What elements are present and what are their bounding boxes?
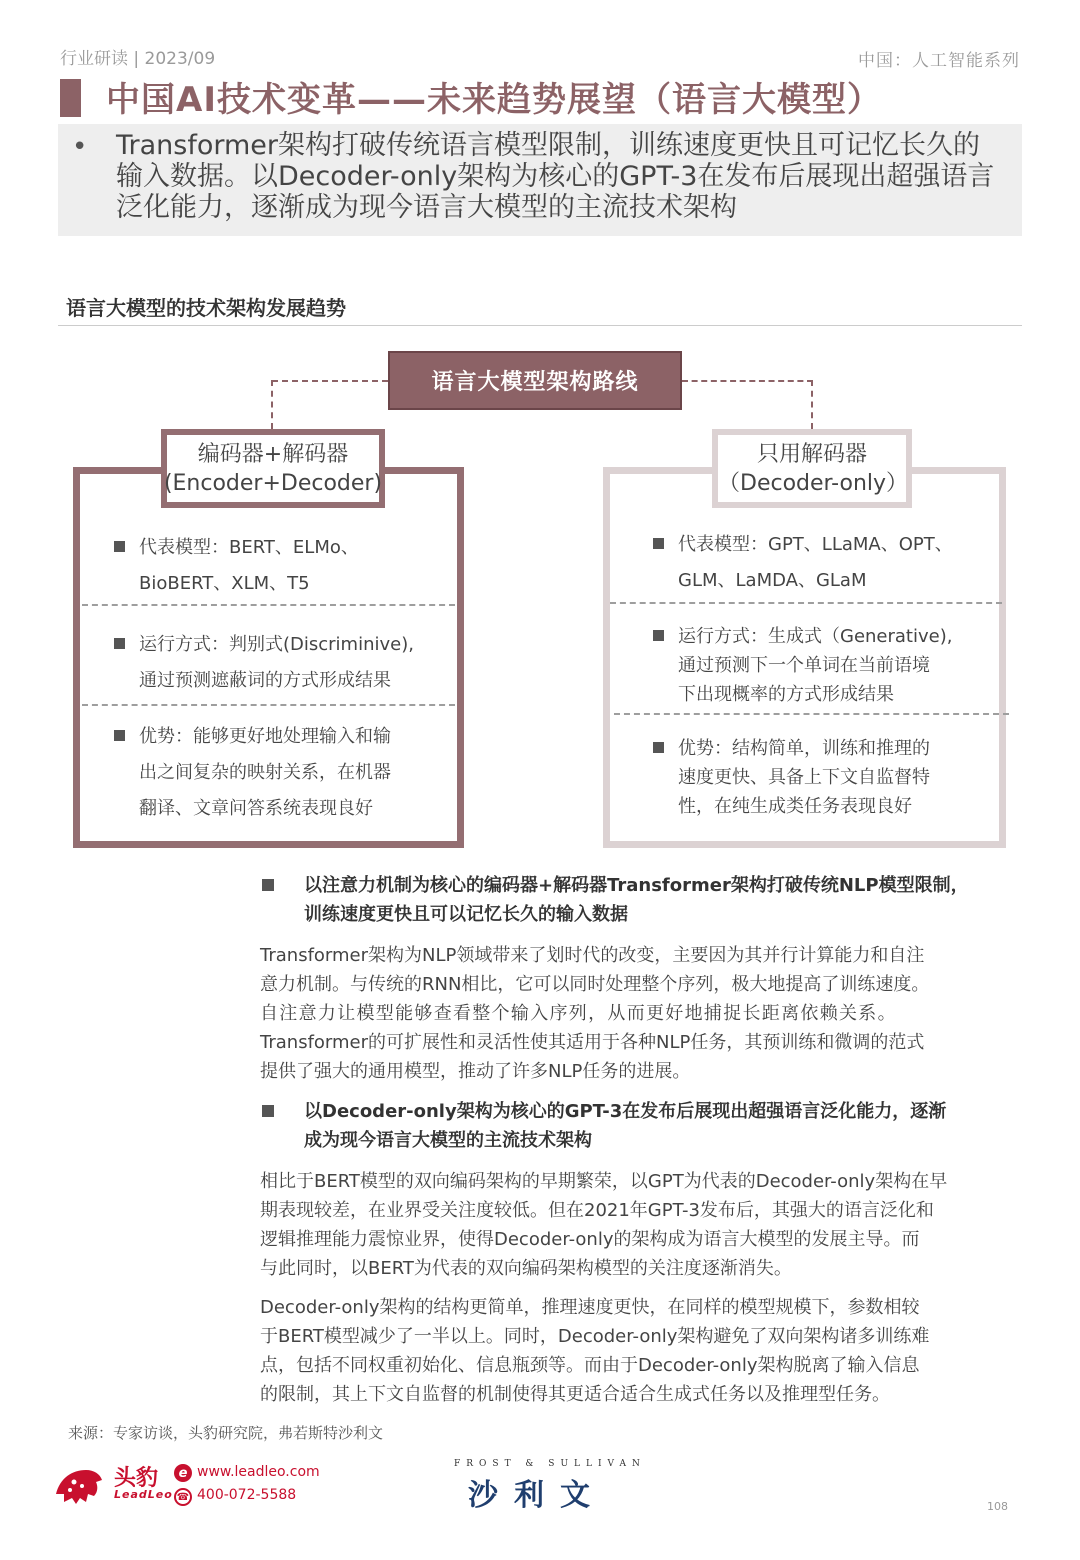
heading-decoder-only: 以Decoder-only架构为核心的GPT-3在发布后展现出超强语言泛化能力，逐渐 成为现今语言大模型的主流技术架构 (304, 1101, 947, 1151)
web-icon: e (174, 1464, 192, 1482)
summary-text: Transformer架构打破传统语言模型限制，训练速度更快且可记忆长久的输入数据。以Decoder-only架构为核心的GPT-3在发布后展现出超强语言泛化能力，逐渐成为现今语言大模型的主流技术架构 (116, 130, 995, 223)
left-advantage-point: 优势：能够更好地处理输入和输 出之间复杂的映射关系，在机器 翻译、文章问答系统表现良好 (114, 719, 454, 827)
partner-logo-cn: 沙利文 (468, 1478, 606, 1513)
left-separator-1 (82, 604, 455, 606)
paragraph-transformer: Transformer架构为NLP领域带来了划时代的改变，主要因为其并行计算能力和自注 意力机制。与传统的RNN相比，它可以同时处理整个序列，极大地提高了训练速度。 自注意力让模型能够查看整个输入序列，从而更好地捕捉长距离依赖关系。 Transformer的可扩展性和灵活性使其适用于各种NLP任务，其预训练和微调的范式 提供了强大的通用模型，推动了许多NLP任务的进展。 (260, 945, 930, 1082)
decoder-only-label-en: （Decoder-only） (718, 470, 909, 496)
partner-logo-en: FROST & SULLIVAN (454, 1459, 646, 1469)
left-models-point: 代表模型：BERT、ELMo、 BioBERT、XLM、T5 (114, 530, 444, 602)
section-divider (58, 325, 1022, 326)
title-accent-bar (60, 79, 81, 117)
square-bullet-icon (653, 538, 664, 549)
right-models-point: 代表模型：GPT、LLaMA、OPT、 GLM、LaMDA、GLaM (653, 527, 993, 599)
heading-bullet-icon (262, 879, 274, 891)
website-link[interactable]: www.leadleo.com (197, 1464, 320, 1480)
report-category-date: 行业研读 | 2023/09 (60, 49, 216, 69)
source-note: 来源：专家访谈，头豹研究院，弗若斯特沙利文 (68, 1424, 384, 1442)
paragraph-decoder-advantages: Decoder-only架构的结构更简单，推理速度更快，在同样的模型规模下，参数相较 于BERT模型减少了一半以上。同时，Decoder-only架构避免了双向架构诸多训练难 点，包括不同权重初始化、信息瓶颈等。而由于Decoder-only架构脱离了输入信息 的限制，其上下文自监督的机制使得其更适合适合生成式任务以及推理型任务。 (260, 1297, 930, 1405)
encoder-decoder-label-cn: 编码器+解码器 (197, 441, 349, 467)
decoder-only-label-cn: 只用解码器 (756, 441, 867, 467)
encoder-decoder-label (161, 429, 385, 508)
brand-name-en: LeadLeo (114, 1488, 173, 1501)
architecture-route-box: 语言大模型架构路线 (388, 351, 682, 410)
square-bullet-icon (653, 742, 664, 753)
encoder-decoder-label-en: (Encoder+Decoder) (163, 470, 383, 496)
left-mode-point: 运行方式：判别式(Discriminive), 通过预测遮蔽词的方式形成结果 (114, 627, 454, 699)
square-bullet-icon (653, 630, 664, 641)
page-title: 中国AI技术变革——未来趋势展望（语言大模型） (106, 80, 882, 120)
connector-left-horizontal (272, 380, 388, 382)
leopard-logo-icon (54, 1464, 104, 1506)
right-separator-1 (610, 602, 1002, 604)
heading-transformer: 以注意力机制为核心的编码器+解码器Transformer架构打破传统NLP模型限制， 训练速度更快且可以记忆长久的输入数据 (304, 875, 969, 925)
right-mode-point: 运行方式：生成式（Generative), 通过预测下一个单词在当前语境 下出现概率的方式形成结果 (653, 622, 993, 709)
paragraph-decoder-history: 相比于BERT模型的双向编码架构的早期繁荣，以GPT为代表的Decoder-only架构在早 期表现较差，在业界受关注度较低。但在2021年GPT-3发布后，其强大的语言泛化和 逻辑推理能力震惊业界，使得Decoder-only的架构成为语言大模型的发展主导。而 与此同时，以BERT为代表的双向编码架构模型的关注度逐渐消失。 (260, 1171, 948, 1279)
connector-right-vertical (811, 380, 813, 429)
connector-right-horizontal (682, 380, 813, 382)
right-separator-2 (614, 713, 1009, 715)
phone-icon: ☎ (174, 1488, 192, 1506)
square-bullet-icon (114, 541, 125, 552)
left-separator-2 (82, 704, 455, 706)
connector-left-vertical (271, 380, 273, 429)
heading-bullet-icon (262, 1105, 274, 1117)
section-title: 语言大模型的技术架构发展趋势 (66, 296, 346, 320)
brand-name-cn: 头豹 (114, 1466, 159, 1491)
report-series: 中国：人工智能系列 (858, 51, 1020, 71)
decoder-only-label (712, 429, 912, 508)
summary-bullet: • (72, 132, 88, 162)
right-advantage-point: 优势：结构简单，训练和推理的 速度更快、具备上下文自监督特 性，在纯生成类任务表现良好 (653, 734, 993, 821)
page-number: 108 (987, 1500, 1008, 1513)
square-bullet-icon (114, 638, 125, 649)
square-bullet-icon (114, 730, 125, 741)
phone-number: 400-072-5588 (197, 1487, 297, 1503)
